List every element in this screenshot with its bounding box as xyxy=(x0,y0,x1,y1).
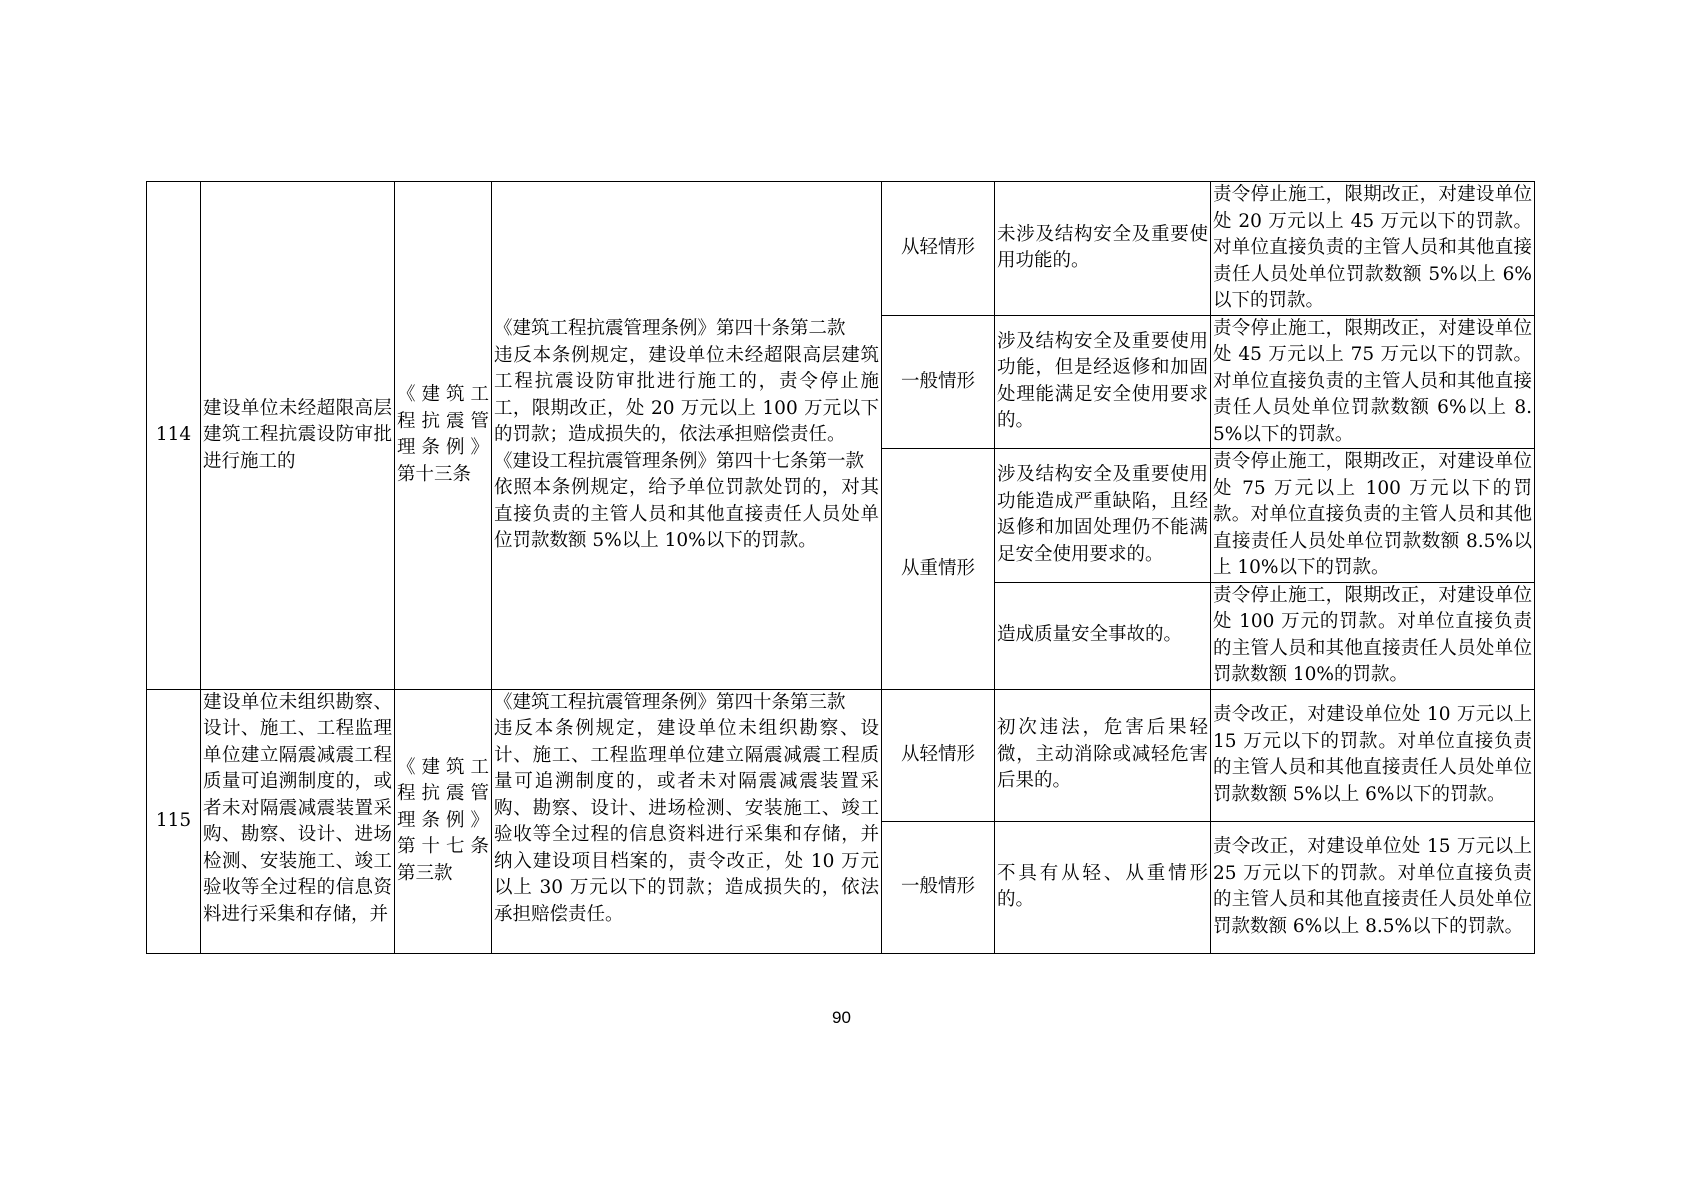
legal-basis: 《建筑工程抗震管理条例》第十七条第三款 xyxy=(395,689,492,953)
penalty-standard: 责令停止施工，限期改正，对建设单位处 100 万元的罚款。对单位直接负责的主管人员和其他直接责任人员处单位罚款数额 10%的罚款。 xyxy=(1211,582,1535,689)
situation: 未涉及结构安全及重要使用功能的。 xyxy=(995,182,1211,316)
situation: 涉及结构安全及重要使用功能造成严重缺陷，且经返修和加固处理仍不能满足安全使用要求的。 xyxy=(995,449,1211,583)
penalty-standard: 责令停止施工，限期改正，对建设单位处 45 万元以上 75 万元以下的罚款。对单位直接负责的主管人员和其他直接责任人员处单位罚款数额 6%以上 8.5%以下的罚款。 xyxy=(1211,315,1535,449)
discretion-level: 从重情形 xyxy=(882,449,995,690)
violation-description: 建设单位未经超限高层建筑工程抗震设防审批进行施工的 xyxy=(201,182,395,690)
discretion-level: 一般情形 xyxy=(882,821,995,953)
penalty-basis-title: 《建筑工程抗震管理条例》第四十条第三款 xyxy=(494,691,846,713)
penalty-table xyxy=(146,181,1535,954)
page-number: 90 xyxy=(832,1008,851,1027)
situation: 初次违法，危害后果轻微，主动消除或减轻危害后果的。 xyxy=(995,689,1211,821)
penalty-basis-text: 违反本条例规定，建设单位未经超限高层建筑工程抗震设防审批进行施工的，责令停止施工，限期改正，处 20 万元以上 100 万元以下的罚款；造成损失的，依法承担赔偿责任。 xyxy=(494,344,879,445)
penalty-basis xyxy=(492,182,882,690)
item-number: 114 xyxy=(147,182,201,690)
penalty-standard: 责令改正，对建设单位处 15 万元以上 25 万元以下的罚款。对单位直接负责的主管人员和其他直接责任人员处单位罚款数额 6%以上 8.5%以下的罚款。 xyxy=(1211,821,1535,953)
penalty-standard: 责令停止施工，限期改正，对建设单位处 20 万元以上 45 万元以下的罚款。对单位直接负责的主管人员和其他直接责任人员处单位罚款数额 5%以上 6%以下的罚款。 xyxy=(1211,182,1535,316)
situation: 不具有从轻、从重情形的。 xyxy=(995,821,1211,953)
penalty-basis-title: 《建筑工程抗震管理条例》第四十条第二款 xyxy=(494,318,846,339)
penalty-basis-text: 违反本条例规定，建设单位未组织勘察、设计、施工、工程监理单位建立隔震减震工程质量可追溯制度的，或者未对隔震减震装置采购、勘察、设计、进场检测、安装施工、竣工验收等全过程的信息资料进行采集和存储，并纳入建设项目档案的，责令改正，处 10 万元以上 30 万元以下的罚款；造成损失的，依法承担赔偿责任。 xyxy=(494,718,879,925)
penalty-basis-title: 《建设工程抗震管理条例》第四十七条第一款 xyxy=(494,450,865,472)
penalty-basis xyxy=(492,689,882,953)
penalty-standard: 责令改正，对建设单位处 10 万元以上 15 万元以下的罚款。对单位直接负责的主管人员和其他直接责任人员处单位罚款数额 5%以上 6%以下的罚款。 xyxy=(1211,689,1535,821)
situation: 涉及结构安全及重要使用功能，但是经返修和加固处理能满足安全使用要求的。 xyxy=(995,315,1211,449)
item-number: 115 xyxy=(147,689,201,953)
violation-description: 建设单位未组织勘察、设计、施工、工程监理单位建立隔震减震工程质量可追溯制度的，或者未对隔震减震装置采购、勘察、设计、进场检测、安装施工、竣工验收等全过程的信息资料进行采集和存储，并 xyxy=(201,689,395,953)
discretion-level: 从轻情形 xyxy=(882,689,995,821)
table-row xyxy=(147,689,1535,821)
penalty-standard: 责令停止施工，限期改正，对建设单位处 75 万元以上 100 万元以下的罚款。对单位直接负责的主管人员和其他直接责任人员处单位罚款数额 8.5%以上 10%以下的罚款。 xyxy=(1211,449,1535,583)
discretion-level: 一般情形 xyxy=(882,315,995,449)
discretion-level: 从轻情形 xyxy=(882,182,995,316)
table-row xyxy=(147,182,1535,316)
legal-basis: 《建筑工程抗震管理条例》第十三条 xyxy=(395,182,492,690)
penalty-basis-text: 依照本条例规定，给予单位罚款处罚的，对其直接负责的主管人员和其他直接责任人员处单位罚款数额 5%以上 10%以下的罚款。 xyxy=(494,477,879,551)
situation: 造成质量安全事故的。 xyxy=(995,582,1211,689)
